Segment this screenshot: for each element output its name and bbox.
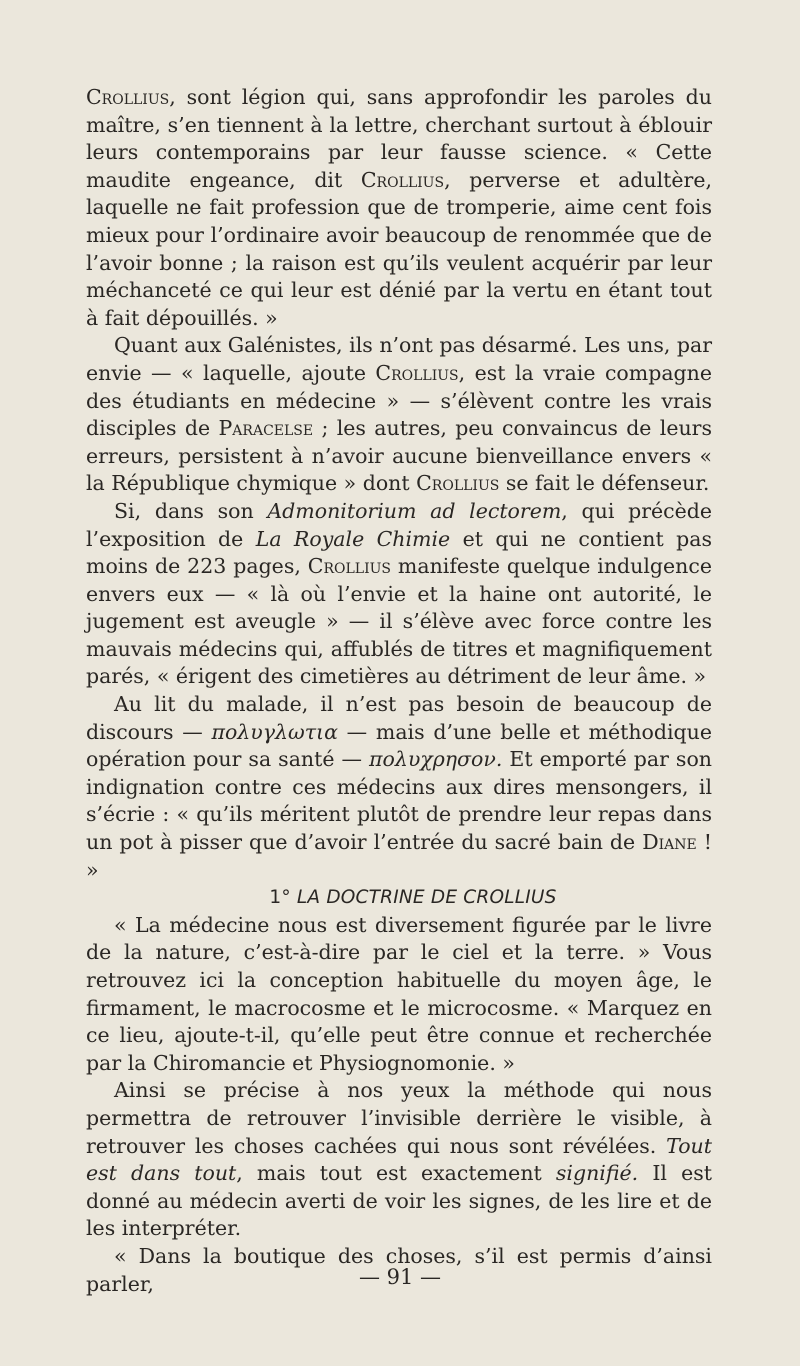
author-name: Crollius bbox=[360, 167, 445, 192]
page-number: — 91 — bbox=[358, 1265, 442, 1289]
section-title: LA DOCTRINE DE CROLLIUS bbox=[296, 887, 557, 909]
work-title: Admonitorium ad lectorem bbox=[267, 498, 562, 523]
emphasis: signifié. bbox=[555, 1161, 639, 1186]
work-title: La Royale Chimie bbox=[255, 526, 451, 551]
paragraph-4: Au lit du malade, il n’est pas besoin de beaucoup de discours — πολυγλωτια — mais d’une belle et méthodique opération pour sa santé — πολυχρησον. Et emporté par son indignation contre ces médecins aux dires mensongers, il s’écrie : « qu’ils méritent plutôt de prendre leur repas dans un pot à pisser que d’avoir l’entrée du sacré bain de Diane ! » bbox=[86, 692, 713, 882]
paragraph-3: Si, dans son Admonitorium ad lectorem, qui précède l’exposition de La Royale Chimie et qui ne contient pas moins de 223 pages, Crollius manifeste quelque indulgence envers eux — « là où l’envie et la haine ont autorité, le jugement est aveugle » — il s’élève avec force contre les mauvais médecins qui, affublés de titres et magnifiquement parés, « érigent des cimetières au détriment de leur âme. » bbox=[86, 498, 713, 689]
greek-term: πολυγλωτια bbox=[211, 719, 338, 744]
author-name: Crollius bbox=[416, 471, 500, 496]
author-name: Crollius bbox=[86, 85, 170, 109]
body-text bbox=[86, 84, 712, 1298]
section-heading bbox=[86, 884, 712, 912]
author-name: Crollius bbox=[375, 360, 459, 385]
paragraph-1: Crollius, sont légion qui, sans approfondir les paroles du maître, s’en tiennent à la lettre, cherchant surtout à éblouir leurs contemporains par leur fausse science. « Cette maudite engeance, dit Crollius, perverse et adultère, laquelle ne fait profession que de tromperie, aime cent fois mieux pour l’ordinaire avoir beaucoup de renommée que de l’avoir bonne ; la raison est qu’ils veulent acquérir par leur méchanceté ce qui leur est dénié par la vertu en étant tout à fait dépouillés. » bbox=[86, 85, 712, 330]
paragraph-5: « La médecine nous est diversement figurée par le livre de la nature, c’est-à-dire par le ciel et la terre. » Vous retrouvez ici la conception habituelle du moyen âge, le firmament, le macrocosme et le microcosme. « Marquez en ce lieu, ajoute-t-il, qu’elle peut être connue et recherchée par la Chiromancie et Physiognomonie. » bbox=[86, 912, 712, 1075]
paragraph-6: Ainsi se précise à nos yeux la méthode qui nous permettra de retrouver l’invisible derrière le visible, à retrouver les choses cachées qui nous sont révélées. Tout est dans tout, mais tout est exactement signifié. Il est donné au médecin averti de voir les signes, de les lire et de les interpréter. bbox=[86, 1078, 713, 1241]
emphasis: Tout est dans tout bbox=[86, 1133, 712, 1186]
author-name: Paracelse bbox=[218, 416, 314, 441]
proper-name: Diane bbox=[642, 830, 697, 855]
section-number: 1° bbox=[269, 887, 291, 909]
author-name: Crollius bbox=[307, 554, 391, 579]
greek-term: πολυχρησον. bbox=[369, 747, 503, 772]
paragraph-7: « Dans la boutique des choses, s’il est permis d’ainsi parler, bbox=[86, 1243, 712, 1296]
paragraph-2: Quant aux Galénistes, ils n’ont pas désarmé. Les uns, par envie — « laquelle, ajoute Crollius, est la vraie compagne des étudiants en médecine » — s’élèvent contre les vrais disciples de Paracelse ; les autres, peu convaincus de leurs erreurs, persistent à n’avoir aucune bienveillance envers « la République chymique » dont Crollius se fait le défenseur. bbox=[86, 333, 713, 496]
